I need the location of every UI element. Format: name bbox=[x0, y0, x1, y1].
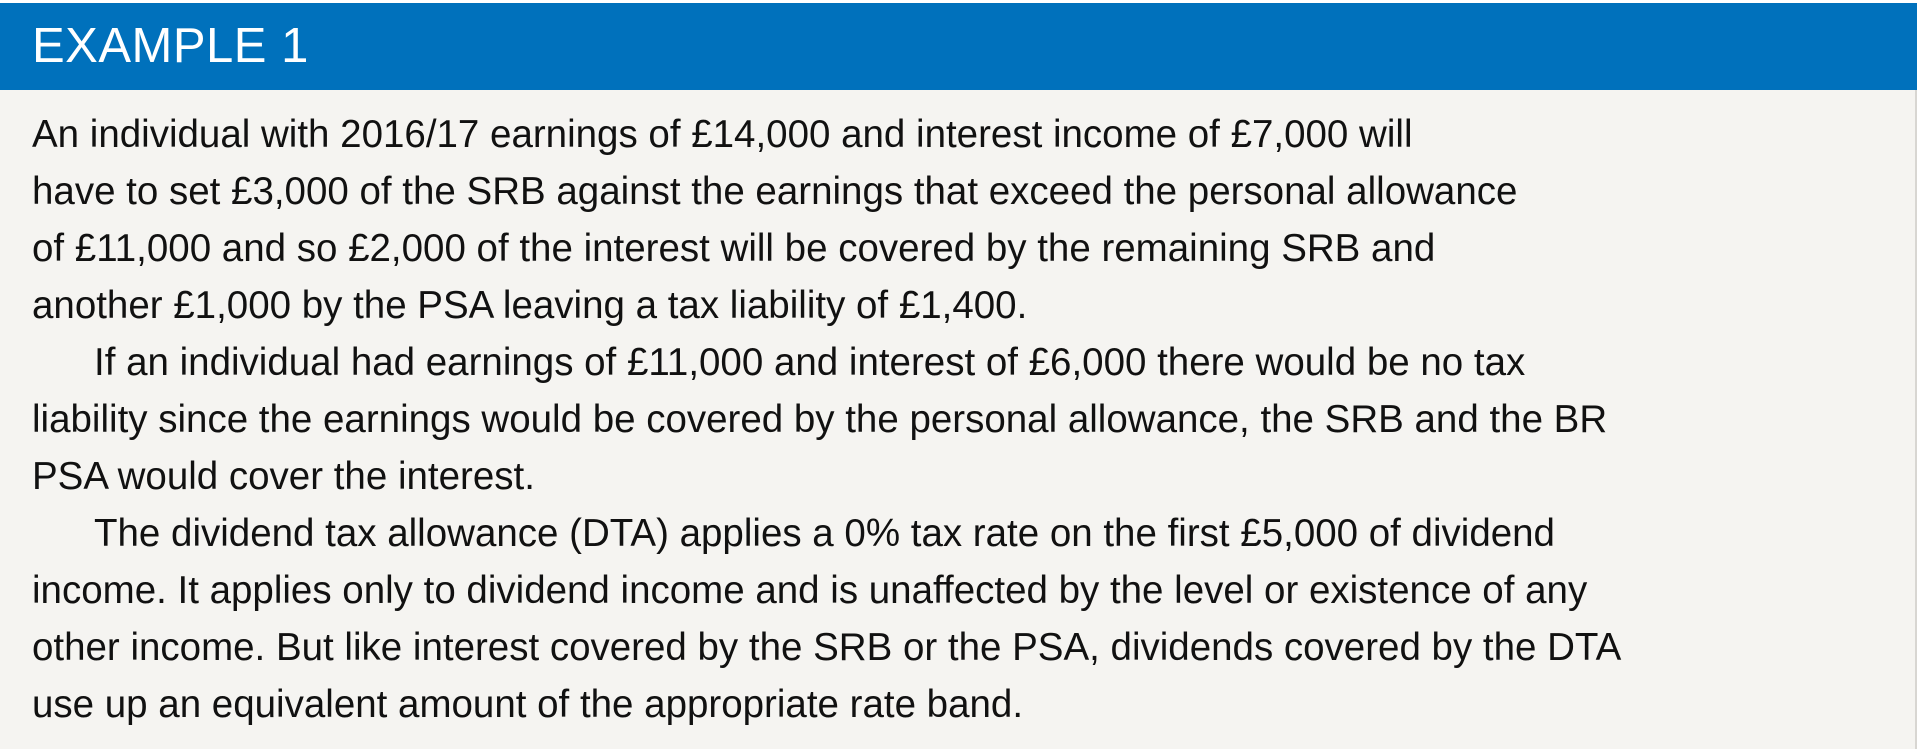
example-box bbox=[0, 3, 1917, 749]
text-line: another £1,000 by the PSA leaving a tax liability of £1,400. bbox=[32, 284, 1028, 327]
text-line: The dividend tax allowance (DTA) applies a 0% tax rate on the first £5,000 of dividend bbox=[94, 512, 1555, 555]
example-title: EXAMPLE 1 bbox=[32, 19, 309, 73]
text-line: An individual with 2016/17 earnings of £14,000 and interest income of £7,000 will bbox=[32, 113, 1413, 156]
text-line: income. It applies only to dividend income and is unaffected by the level or existence of any bbox=[32, 569, 1588, 612]
text-line: use up an equivalent amount of the appropriate rate band. bbox=[32, 683, 1024, 726]
text-line: If an individual had earnings of £11,000 and interest of £6,000 there would be no tax bbox=[94, 341, 1526, 384]
example-header bbox=[0, 3, 1917, 90]
text-line: of £11,000 and so £2,000 of the interest will be covered by the remaining SRB and bbox=[32, 227, 1436, 270]
example-body bbox=[32, 106, 1902, 733]
text-line: liability since the earnings would be covered by the personal allowance, the SRB and the BR bbox=[32, 398, 1608, 441]
text-line: other income. But like interest covered by the SRB or the PSA, dividends covered by the DTA bbox=[32, 626, 1622, 669]
text-line: have to set £3,000 of the SRB against the earnings that exceed the personal allowance bbox=[32, 170, 1518, 213]
text-line: PSA would cover the interest. bbox=[32, 455, 535, 498]
